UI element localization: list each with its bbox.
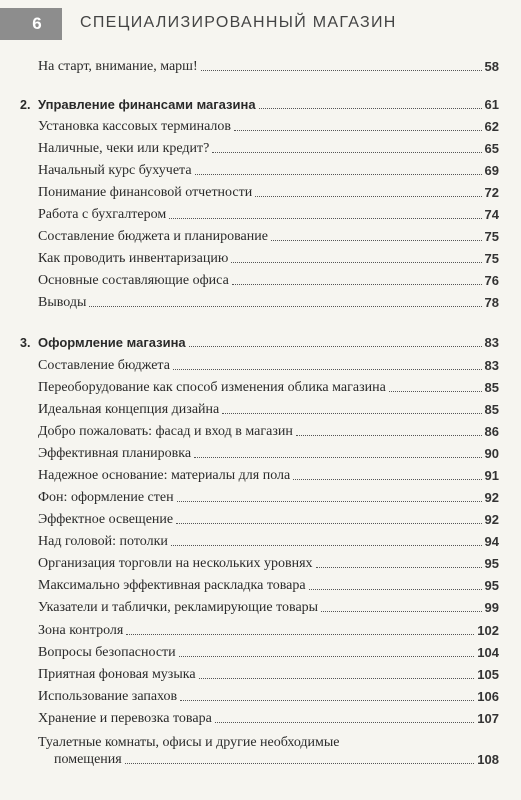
toc-entry[interactable] (38, 379, 499, 396)
toc-entry[interactable] (38, 467, 499, 484)
toc-entry-title: Как проводить инвентаризацию (38, 251, 229, 266)
toc-entry-page: 76 (484, 273, 499, 288)
dot-leader (201, 70, 482, 71)
dot-leader (169, 218, 481, 219)
chapter-page: 83 (484, 335, 499, 350)
toc-entry-title-line1: Туалетные комнаты, офисы и другие необходимые (38, 735, 340, 750)
toc-entry-page: 65 (484, 141, 499, 156)
dot-leader (293, 479, 481, 480)
toc-entry-title: Максимально эффективная раскладка товара (38, 578, 306, 593)
chapter-page: 61 (484, 97, 499, 112)
toc-entry-title: Установка кассовых терминалов (38, 119, 231, 134)
dot-leader (171, 545, 482, 546)
toc-entry[interactable] (38, 184, 499, 201)
toc-entry-page: 91 (484, 468, 499, 483)
toc-entry-page: 78 (484, 295, 499, 310)
dot-leader (215, 722, 475, 723)
toc-entry-page: 107 (477, 711, 499, 726)
toc-entry-page: 102 (477, 623, 499, 638)
toc-entry-page: 105 (477, 667, 499, 682)
toc-entry-multiline[interactable] (38, 734, 499, 768)
toc-entry[interactable] (38, 423, 499, 440)
toc-entry[interactable] (38, 622, 499, 639)
toc-entry-title: Составление бюджета и планирование (38, 229, 268, 244)
toc-entry[interactable] (38, 445, 499, 462)
dot-leader (321, 611, 481, 612)
toc-entry[interactable] (38, 401, 499, 418)
toc-entry[interactable] (38, 644, 499, 661)
page-header (0, 0, 521, 44)
toc-entry[interactable] (38, 357, 499, 374)
toc-entry-page: 58 (484, 59, 499, 74)
dot-leader (177, 501, 482, 502)
dot-leader (180, 700, 474, 701)
toc-entry-page: 104 (477, 645, 499, 660)
dot-leader (173, 369, 482, 370)
toc-entry[interactable] (38, 666, 499, 683)
toc-entry-title: Фон: оформление стен (38, 490, 174, 505)
toc-entry-title: Понимание финансовой отчетности (38, 185, 253, 200)
chapter-number: 3. (20, 336, 31, 350)
toc-entry-page: 99 (484, 600, 499, 615)
toc-entry-page: 95 (484, 556, 499, 571)
dot-leader (89, 306, 481, 307)
toc-entry-page: 108 (477, 752, 499, 767)
toc-entry-page: 92 (484, 512, 499, 527)
toc-entry[interactable] (38, 511, 499, 528)
page-number: 6 (32, 14, 42, 33)
dot-leader (309, 589, 482, 590)
dot-leader (271, 240, 482, 241)
toc-entry-title: Выводы (38, 295, 87, 310)
dot-leader (195, 174, 482, 175)
toc-entry-title: На старт, внимание, марш! (38, 59, 198, 74)
dot-leader (231, 262, 481, 263)
chapter-heading[interactable] (38, 334, 499, 351)
toc-entry-title: Зона контроля (38, 623, 124, 638)
toc-entry-page: 90 (484, 446, 499, 461)
toc-entry-page: 75 (484, 229, 499, 244)
page-number-box (0, 8, 62, 40)
toc-entry-title: Организация торговли на нескольких уровнях (38, 556, 313, 571)
toc-entry[interactable] (38, 710, 499, 727)
toc-entry-page: 83 (484, 358, 499, 373)
toc-entry-page: 74 (484, 207, 499, 222)
toc-entry[interactable] (38, 577, 499, 594)
chapter-title: Управление финансами магазина (38, 97, 256, 112)
toc-entry-title: Надежное основание: материалы для пола (38, 468, 291, 483)
dot-leader (212, 152, 481, 153)
toc-entry-title: Начальный курс бухучета (38, 163, 192, 178)
toc-entry-title: Над головой: потолки (38, 534, 168, 549)
toc-entry-page: 72 (484, 185, 499, 200)
toc-entry-title: Использование запахов (38, 689, 178, 704)
dot-leader (316, 567, 482, 568)
toc-entry[interactable] (38, 555, 499, 572)
toc-entry-line2 (38, 751, 499, 768)
toc-entry[interactable] (38, 599, 499, 616)
toc-entry[interactable] (38, 272, 499, 289)
dot-leader (179, 656, 475, 657)
toc-entry-title-line2: помещения (54, 752, 122, 767)
chapter-number: 2. (20, 98, 31, 112)
toc-entry-title: Эффективная планировка (38, 446, 192, 461)
toc-entry-page: 62 (484, 119, 499, 134)
toc-entry-title: Идеальная концепция дизайна (38, 402, 220, 417)
toc-entry[interactable] (38, 533, 499, 550)
toc-entry-page: 86 (484, 424, 499, 439)
toc-entry-page: 85 (484, 402, 499, 417)
toc-entry-title: Составление бюджета (38, 358, 170, 373)
dot-leader (126, 634, 474, 635)
dot-leader (125, 763, 475, 764)
toc-entry[interactable] (38, 250, 499, 267)
toc-entry-page: 92 (484, 490, 499, 505)
toc-entry-page: 106 (477, 689, 499, 704)
toc-entry-page: 85 (484, 380, 499, 395)
toc-entry-title: Хранение и перевозка товара (38, 711, 212, 726)
toc-entry[interactable] (38, 118, 499, 135)
toc-entry-page: 95 (484, 578, 499, 593)
dot-leader (199, 678, 475, 679)
dot-leader (296, 435, 482, 436)
dot-leader (194, 457, 481, 458)
toc-entry[interactable] (38, 162, 499, 179)
dot-leader (189, 346, 482, 347)
toc-entry-title: Основные составляющие офиса (38, 273, 229, 288)
toc-entry-title: Добро пожаловать: фасад и вход в магазин (38, 424, 293, 439)
toc-entry-title: Эффектное освещение (38, 512, 174, 527)
toc-entry-page: 75 (484, 251, 499, 266)
dot-leader (234, 130, 482, 131)
toc-entry-title: Переоборудование как способ изменения облика магазина (38, 380, 386, 395)
dot-leader (259, 108, 482, 109)
running-title: СПЕЦИАЛИЗИРОВАННЫЙ МАГАЗИН (80, 14, 397, 31)
chapter-title: Оформление магазина (38, 335, 186, 350)
dot-leader (222, 413, 481, 414)
chapter-heading[interactable] (38, 96, 499, 113)
toc-entry[interactable] (38, 688, 499, 705)
toc-entry[interactable] (38, 489, 499, 506)
dot-leader (255, 196, 481, 197)
toc-entry-title: Вопросы безопасности (38, 645, 176, 660)
dot-leader (389, 391, 482, 392)
toc-entry-title: Указатели и таблички, рекламирующие товары (38, 600, 319, 615)
toc-entry[interactable] (38, 140, 499, 157)
toc-entry-title: Работа с бухгалтером (38, 207, 167, 222)
dot-leader (176, 523, 481, 524)
toc-entry-title: Наличные, чеки или кредит? (38, 141, 210, 156)
toc-entry[interactable] (38, 228, 499, 245)
toc-entry[interactable] (38, 294, 499, 311)
toc-entry-page: 69 (484, 163, 499, 178)
dot-leader (232, 284, 482, 285)
toc-entry[interactable] (38, 58, 499, 75)
toc-entry-title: Приятная фоновая музыка (38, 667, 196, 682)
toc-entry[interactable] (38, 206, 499, 223)
toc-entry-page: 94 (484, 534, 499, 549)
